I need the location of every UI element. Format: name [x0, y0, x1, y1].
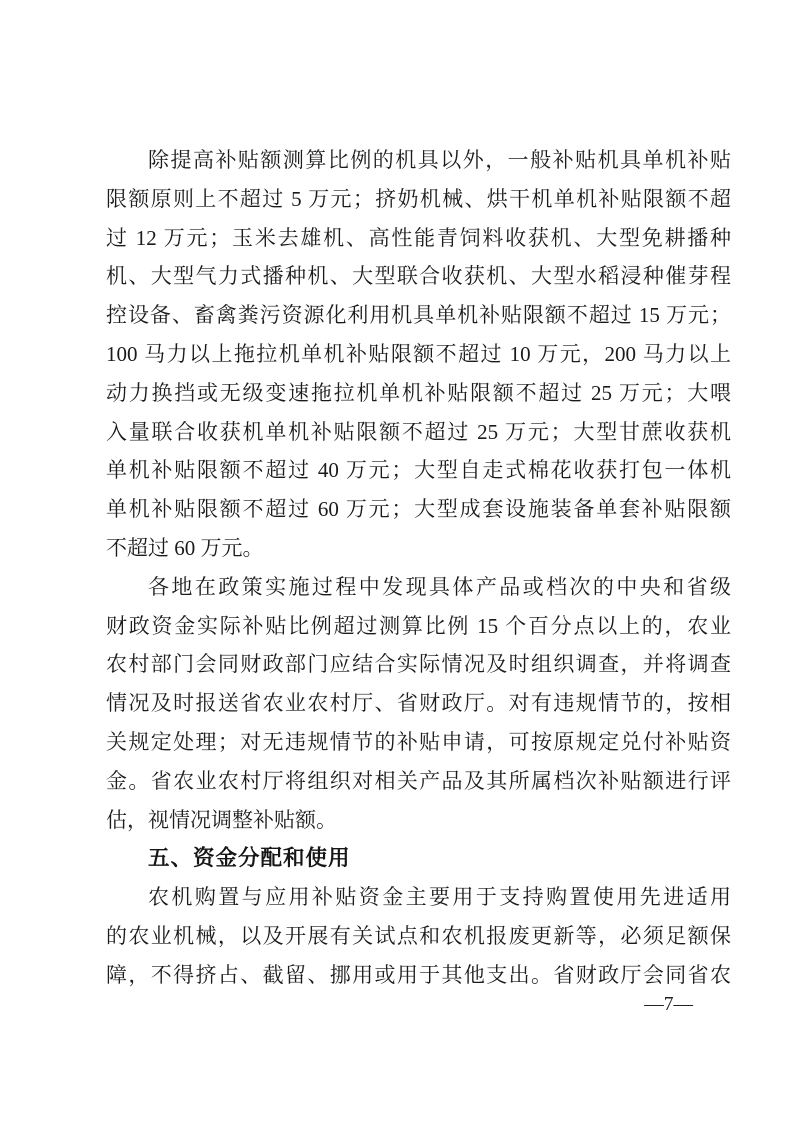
text-line: 障，不得挤占、截留、挪用或用于其他支出。省财政厅会同省农 — [106, 962, 731, 987]
text-line: 不超过 60 万元。 — [106, 535, 264, 560]
text-line: 除提高补贴额测算比例的机具以外，一般补贴机具单机补贴 — [148, 148, 731, 172]
text-line: 各地在政策实施过程中发现具体产品或档次的中央和省级 — [148, 574, 731, 599]
text-line: 关规定处理；对无违规情节的补贴申请，可按原规定兑付补贴资 — [106, 729, 731, 754]
paragraph-fund-usage — [106, 878, 731, 994]
text-line: 单机补贴限额不超过 60 万元；大型成套设施装备单套补贴限额 — [106, 497, 731, 522]
text-line: 的农业机械，以及开展有关试点和农机报废更新等，必须足额保 — [106, 923, 731, 948]
text-line: 控设备、畜禽粪污资源化利用机具单机补贴限额不超过 15 万元； — [106, 303, 731, 328]
document-body — [106, 141, 731, 995]
text-line: 财政资金实际补贴比例超过测算比例 15 个百分点以上的，农业 — [106, 613, 731, 638]
text-line: 农机购置与应用补贴资金主要用于支持购置使用先进适用 — [148, 885, 731, 910]
text-line: 估，视情况调整补贴额。 — [106, 807, 337, 832]
text-line: 动力换挡或无级变速拖拉机单机补贴限额不超过 25 万元；大喂 — [106, 380, 731, 405]
paragraph-oversight — [106, 568, 731, 840]
text-line: 单机补贴限额不超过 40 万元；大型自走式棉花收获打包一体机 — [106, 458, 731, 483]
section-heading-funds-allocation: 五、资金分配和使用 — [148, 846, 351, 871]
paragraph-subsidy-limits — [106, 141, 731, 568]
text-line: 过 12 万元；玉米去雄机、高性能青饲料收获机、大型免耕播种 — [106, 225, 731, 250]
text-line: 农村部门会同财政部门应结合实际情况及时组织调查，并将调查 — [106, 652, 731, 677]
page-number: —7— — [644, 994, 693, 1015]
text-line: 机、大型气力式播种机、大型联合收获机、大型水稻浸种催芽程 — [106, 264, 731, 289]
text-line: 金。省农业农村厅将组织对相关产品及其所属档次补贴额进行评 — [106, 768, 731, 793]
text-line: 100 马力以上拖拉机单机补贴限额不超过 10 万元，200 马力以上 — [106, 341, 731, 366]
text-line: 限额原则上不超过 5 万元；挤奶机械、烘干机单机补贴限额不超 — [106, 186, 731, 211]
text-line: 情况及时报送省农业农村厅、省财政厅。对有违规情节的，按相 — [106, 691, 731, 716]
text-line: 入量联合收获机单机补贴限额不超过 25 万元；大型甘蔗收获机 — [106, 419, 731, 444]
